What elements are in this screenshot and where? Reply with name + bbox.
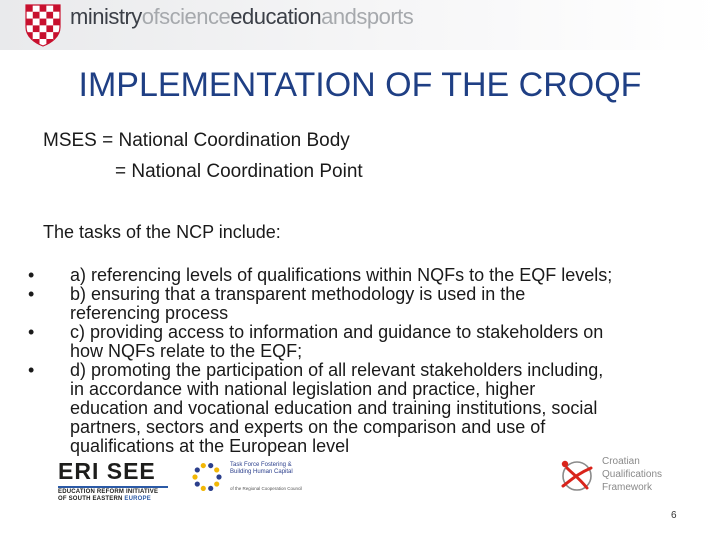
ministry-word: ministry [70,4,142,29]
bullet-dot: • [28,284,35,304]
crest-square [53,12,60,19]
crest-square [33,5,40,12]
bullet-dot: • [28,265,35,285]
task-force-line2: Building Human Capital [230,469,293,475]
person-dot [208,463,213,468]
bullet-line: in accordance with national legislation and practice, higher [70,379,536,399]
task-bullet-list [28,266,708,456]
ministry-logo [70,4,413,30]
bullet-dot: • [28,322,35,342]
crest-square [40,32,47,39]
crest-square [46,25,53,32]
eri-see-subtitle [58,489,168,503]
bullet-dot: • [28,360,35,380]
person-dot [214,481,219,486]
header-bar [0,0,720,50]
person-dot [201,486,206,491]
crest-square [46,12,53,19]
person-dot [201,463,206,468]
task-force-line3: of the Regional Cooperation Council [230,486,303,491]
bullet-line: partners, sectors and experts on the comparison and use of [70,417,546,437]
eri-see-underline [58,486,168,488]
bullet-line: d) promoting the participation of all relevant stakeholders including, [70,360,604,380]
task-force-text [230,462,293,476]
crest-square [26,12,33,19]
eri-word: ERI [58,458,100,484]
cqf-line3: Framework [602,482,653,493]
person-dot [195,467,200,472]
slide-title: IMPLEMENTATION OF THE CROQF [78,66,642,104]
crest-square [46,5,53,12]
bullet-line: qualifications at the European level [70,436,350,456]
crest-square [53,5,60,12]
page-number: 6 [671,510,677,521]
cqf-text [602,455,662,494]
crest-square [26,19,33,26]
crest-square [40,19,47,26]
see-word: SEE [106,458,156,484]
crest-square [53,19,60,26]
task-bullet [28,266,708,285]
bullet-line: referencing process [70,303,229,323]
cqf-line2: Qualifications [602,469,663,480]
crest-square [33,32,40,39]
bullet-line: a) referencing levels of qualifications within NQFs to the EQF levels; [70,265,613,285]
of-science-word: ofscience [141,4,231,29]
person-dot [208,486,213,491]
crest-square [40,5,47,12]
eri-see-sub1: EDUCATION REFORM INITIATIVE [58,489,159,495]
education-word: education [230,4,322,29]
crest-square [33,12,40,19]
person-dot [214,467,219,472]
crest-square [40,12,47,19]
eri-see-sub2a: OF SOUTH EASTERN [58,496,125,502]
task-force-line1: Task Force Fostering & [230,462,292,468]
crest-square [46,32,53,39]
eri-see-sub2b: EUROPE [124,496,151,502]
croatian-coat-of-arms-icon [24,3,62,47]
crest-square [26,5,33,12]
bullet-line: c) providing access to information and guidance to stakeholders on [70,322,604,342]
bullet-line: education and vocational education and training institutions, social [70,398,598,418]
task-force-logo [190,460,350,498]
task-bullet [28,285,708,323]
ncp-line: = National Coordination Point [115,161,363,182]
people-circle-icon [190,460,224,494]
task-bullet [28,323,708,361]
and-sports-word: andsports [321,4,414,29]
task-bullet [28,361,708,456]
crest-square [33,25,40,32]
cqf-figure-icon [557,456,599,496]
person-dot [192,474,197,479]
crest-square [40,25,47,32]
person-dot [195,481,200,486]
person-dot [216,474,221,479]
tasks-intro: The tasks of the NCP include: [43,222,281,242]
cqf-line1: Croatian [602,456,640,467]
eri-see-title [58,458,168,485]
bullet-line: how NQFs relate to the EQF; [70,341,303,361]
bullet-line: b) ensuring that a transparent methodology is used in the [70,284,526,304]
eri-see-logo [58,458,168,503]
crest-square [33,19,40,26]
eri-see-sub2 [58,496,168,503]
crest-square [46,19,53,26]
mses-line: MSES = National Coordination Body [43,130,350,151]
